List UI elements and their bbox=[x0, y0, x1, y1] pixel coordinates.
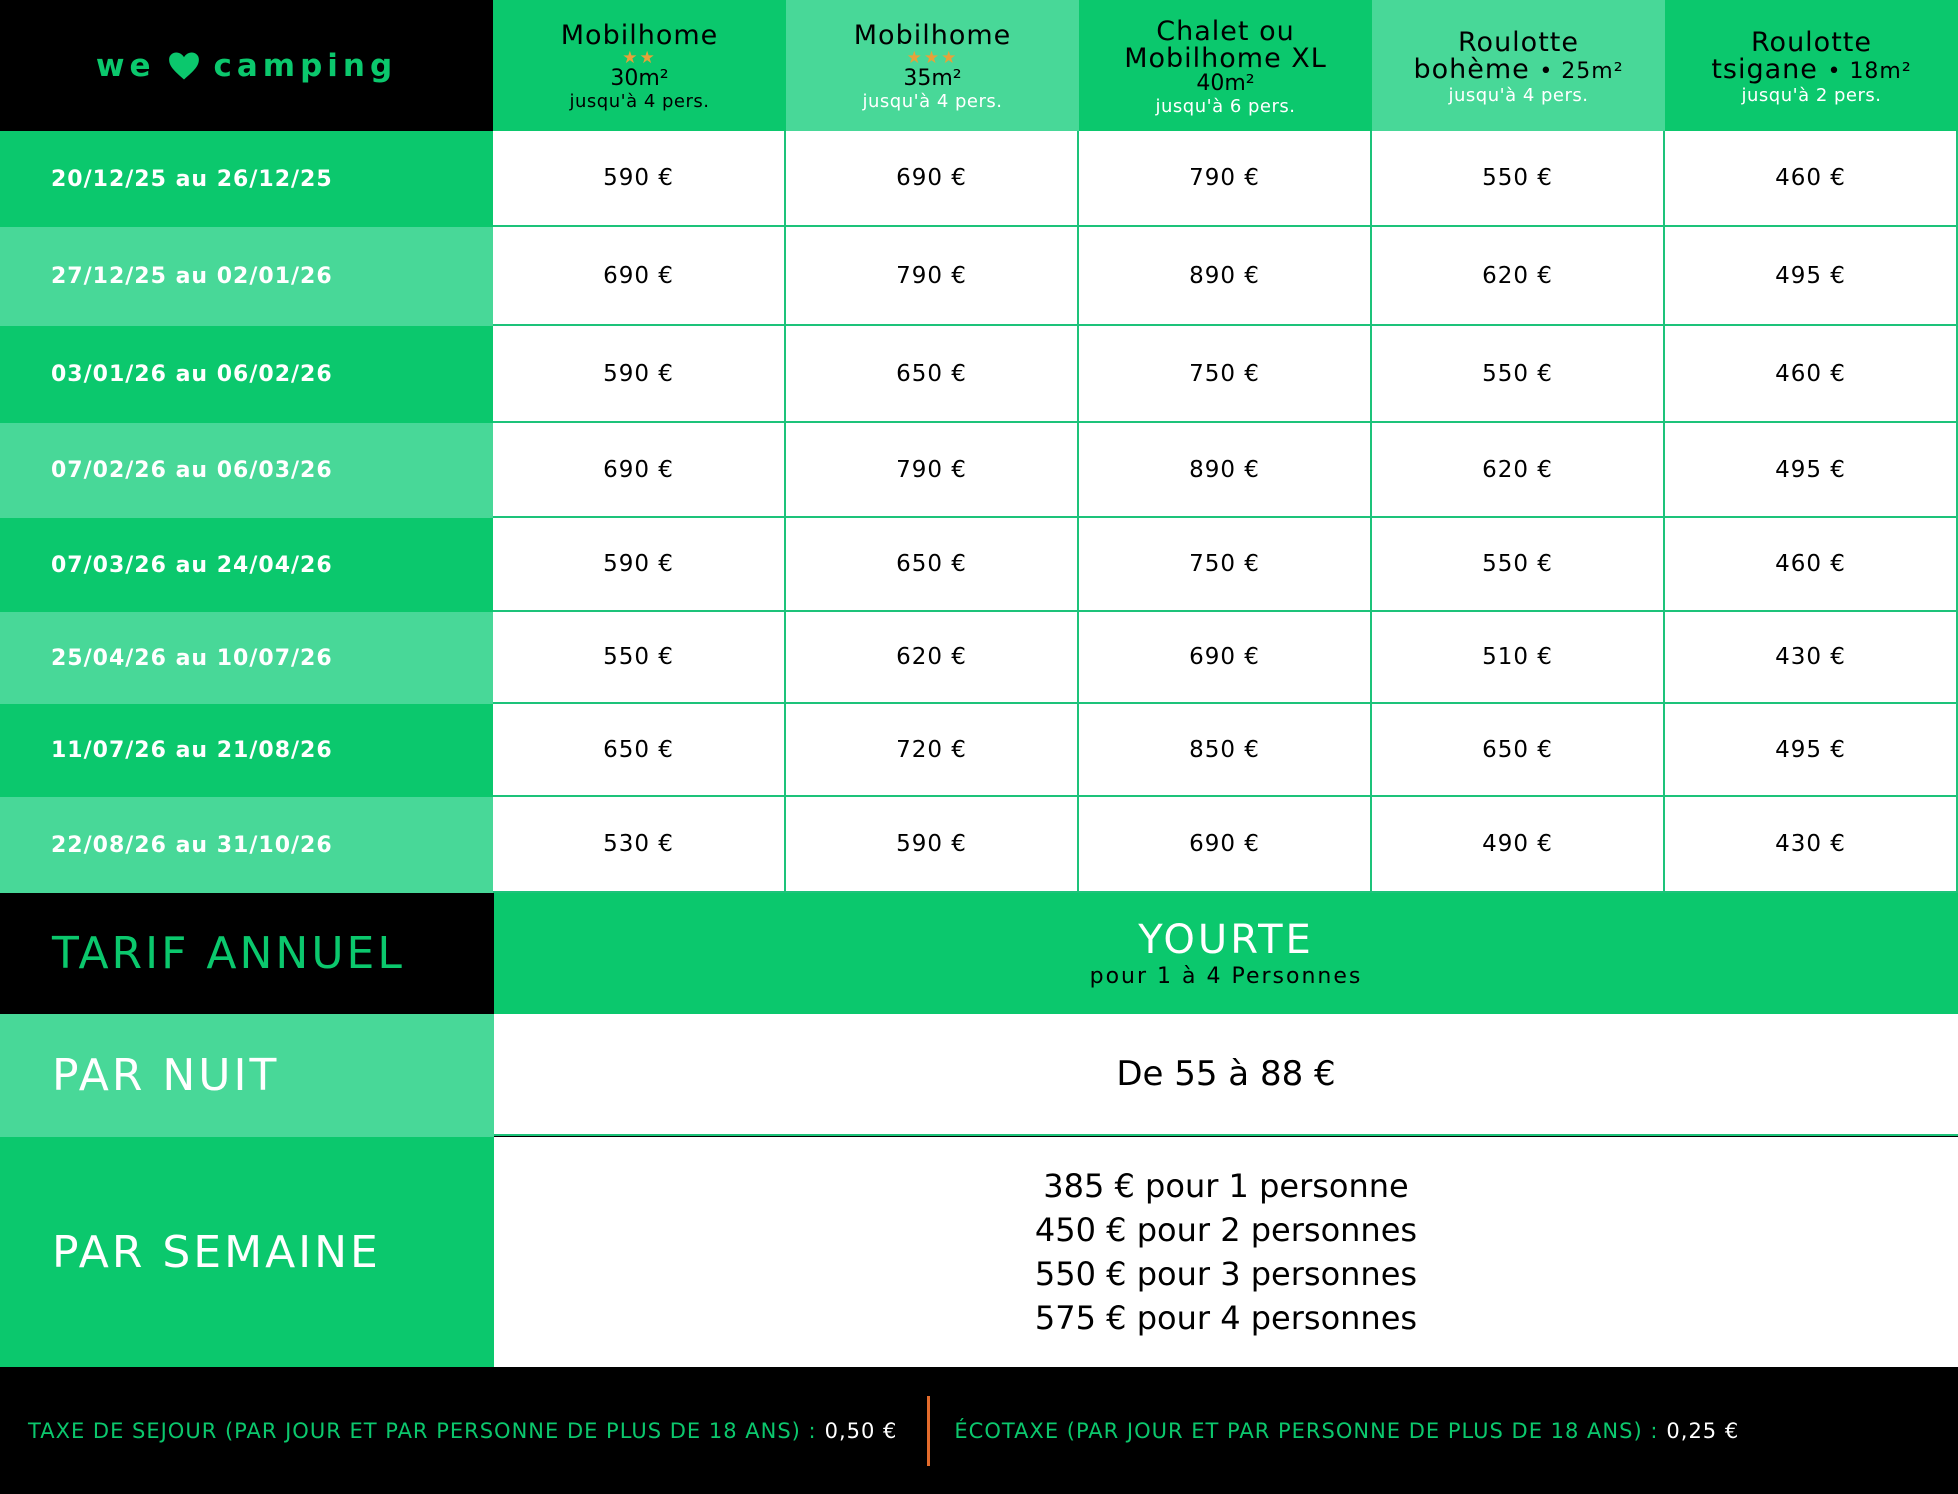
per-week-label: PAR SEMAINE bbox=[0, 1137, 494, 1367]
price-cell: 495 € bbox=[1665, 704, 1958, 797]
column-area: • 25m² bbox=[1539, 58, 1624, 84]
column-header-mobilhome-3 bbox=[786, 0, 1079, 131]
stars-rating: ★★ bbox=[622, 48, 657, 68]
column-title-line2: Mobilhome XL bbox=[1124, 42, 1327, 74]
price-cell: 690 € bbox=[786, 131, 1079, 227]
price-cell: 550 € bbox=[1372, 131, 1665, 227]
price-cell: 490 € bbox=[1372, 797, 1665, 893]
yourte-header bbox=[494, 893, 1958, 1014]
period-cell: 25/04/26 au 10/07/26 bbox=[0, 612, 493, 704]
price-cell: 720 € bbox=[786, 704, 1079, 797]
column-title: Roulotte bbox=[1458, 26, 1579, 58]
week-price-line: 575 € pour 4 personnes bbox=[1034, 1299, 1418, 1337]
price-cell: 620 € bbox=[1372, 227, 1665, 326]
price-cell: 890 € bbox=[1079, 423, 1372, 518]
yourte-title: YOURTE bbox=[1138, 916, 1314, 963]
column-title-line2: bohème bbox=[1413, 53, 1530, 85]
price-cell: 890 € bbox=[1079, 227, 1372, 326]
ecotax-label: ÉCOTAXE (PAR JOUR ET PAR PERSONNE DE PLUS DE 18 ANS) : bbox=[954, 1418, 1659, 1443]
price-cell: 550 € bbox=[1372, 518, 1665, 612]
price-cell: 750 € bbox=[1079, 326, 1372, 423]
price-cell: 690 € bbox=[493, 423, 786, 518]
week-price-line: 450 € pour 2 personnes bbox=[1034, 1211, 1418, 1249]
column-capacity: jusqu'à 6 pers. bbox=[1155, 95, 1296, 117]
price-cell: 550 € bbox=[1372, 326, 1665, 423]
price-cell: 750 € bbox=[1079, 518, 1372, 612]
price-cell: 460 € bbox=[1665, 326, 1958, 423]
price-cell: 650 € bbox=[493, 704, 786, 797]
footer-divider bbox=[927, 1396, 930, 1466]
period-cell: 07/02/26 au 06/03/26 bbox=[0, 423, 493, 518]
price-cell: 510 € bbox=[1372, 612, 1665, 704]
price-cell: 530 € bbox=[493, 797, 786, 893]
per-week-values bbox=[494, 1137, 1958, 1367]
column-area: 35m² bbox=[903, 66, 962, 91]
column-title: Mobilhome bbox=[853, 20, 1012, 51]
tourist-tax-value: 0,50 € bbox=[824, 1418, 898, 1443]
column-title: Mobilhome bbox=[560, 20, 719, 51]
tourist-tax-label: TAXE DE SEJOUR (PAR JOUR ET PAR PERSONNE DE PLUS DE 18 ANS) : bbox=[28, 1418, 817, 1443]
price-cell: 620 € bbox=[786, 612, 1079, 704]
price-cell: 590 € bbox=[786, 797, 1079, 893]
stars-rating: ★★★ bbox=[906, 48, 959, 68]
per-night-label: PAR NUIT bbox=[0, 1014, 494, 1137]
price-cell: 790 € bbox=[786, 423, 1079, 518]
price-cell: 690 € bbox=[1079, 612, 1372, 704]
price-cell: 690 € bbox=[493, 227, 786, 326]
footer-taxes bbox=[0, 1367, 1958, 1494]
yourte-subtitle: pour 1 à 4 Personnes bbox=[1089, 963, 1363, 989]
price-cell: 590 € bbox=[493, 326, 786, 423]
annual-rate-label: TARIF ANNUEL bbox=[0, 893, 494, 1014]
column-header-mobilhome-2 bbox=[493, 0, 786, 131]
period-cell: 11/07/26 au 21/08/26 bbox=[0, 704, 493, 797]
brand-text-camping: camping bbox=[213, 47, 398, 84]
price-cell: 590 € bbox=[493, 518, 786, 612]
price-cell: 650 € bbox=[1372, 704, 1665, 797]
ecotax-value: 0,25 € bbox=[1666, 1418, 1740, 1443]
heart-icon bbox=[167, 49, 201, 83]
price-cell: 690 € bbox=[1079, 797, 1372, 893]
price-cell: 650 € bbox=[786, 518, 1079, 612]
price-cell: 550 € bbox=[493, 612, 786, 704]
price-cell: 850 € bbox=[1079, 704, 1372, 797]
column-area: 40m² bbox=[1196, 70, 1255, 96]
column-area: • 18m² bbox=[1827, 58, 1912, 84]
period-cell: 20/12/25 au 26/12/25 bbox=[0, 131, 493, 227]
column-capacity: jusqu'à 4 pers. bbox=[862, 91, 1003, 112]
column-header-chalet bbox=[1079, 0, 1372, 131]
brand-logo bbox=[0, 0, 493, 131]
column-title: Roulotte bbox=[1751, 26, 1872, 58]
column-title-line2: tsigane bbox=[1711, 53, 1818, 85]
price-cell: 460 € bbox=[1665, 518, 1958, 612]
period-cell: 22/08/26 au 31/10/26 bbox=[0, 797, 493, 893]
period-cell: 03/01/26 au 06/02/26 bbox=[0, 326, 493, 423]
brand-text-we: we bbox=[95, 47, 156, 84]
column-header-roulotte-boheme bbox=[1372, 0, 1665, 131]
price-cell: 790 € bbox=[1079, 131, 1372, 227]
price-cell: 430 € bbox=[1665, 797, 1958, 893]
column-header-roulotte-tsigane bbox=[1665, 0, 1958, 131]
price-cell: 495 € bbox=[1665, 423, 1958, 518]
week-price-line: 550 € pour 3 personnes bbox=[1034, 1255, 1418, 1293]
per-night-value: De 55 à 88 € bbox=[494, 1014, 1958, 1136]
week-price-line: 385 € pour 1 personne bbox=[1043, 1167, 1409, 1205]
price-cell: 430 € bbox=[1665, 612, 1958, 704]
period-cell: 27/12/25 au 02/01/26 bbox=[0, 227, 493, 326]
period-cell: 07/03/26 au 24/04/26 bbox=[0, 518, 493, 612]
price-cell: 790 € bbox=[786, 227, 1079, 326]
price-cell: 650 € bbox=[786, 326, 1079, 423]
price-cell: 620 € bbox=[1372, 423, 1665, 518]
price-cell: 590 € bbox=[493, 131, 786, 227]
column-title: Chalet ou bbox=[1156, 15, 1295, 47]
price-cell: 495 € bbox=[1665, 227, 1958, 326]
column-capacity: jusqu'à 4 pers. bbox=[569, 91, 710, 112]
price-cell: 460 € bbox=[1665, 131, 1958, 227]
column-capacity: jusqu'à 4 pers. bbox=[1448, 84, 1589, 106]
column-capacity: jusqu'à 2 pers. bbox=[1741, 84, 1882, 106]
column-area: 30m² bbox=[610, 66, 669, 91]
